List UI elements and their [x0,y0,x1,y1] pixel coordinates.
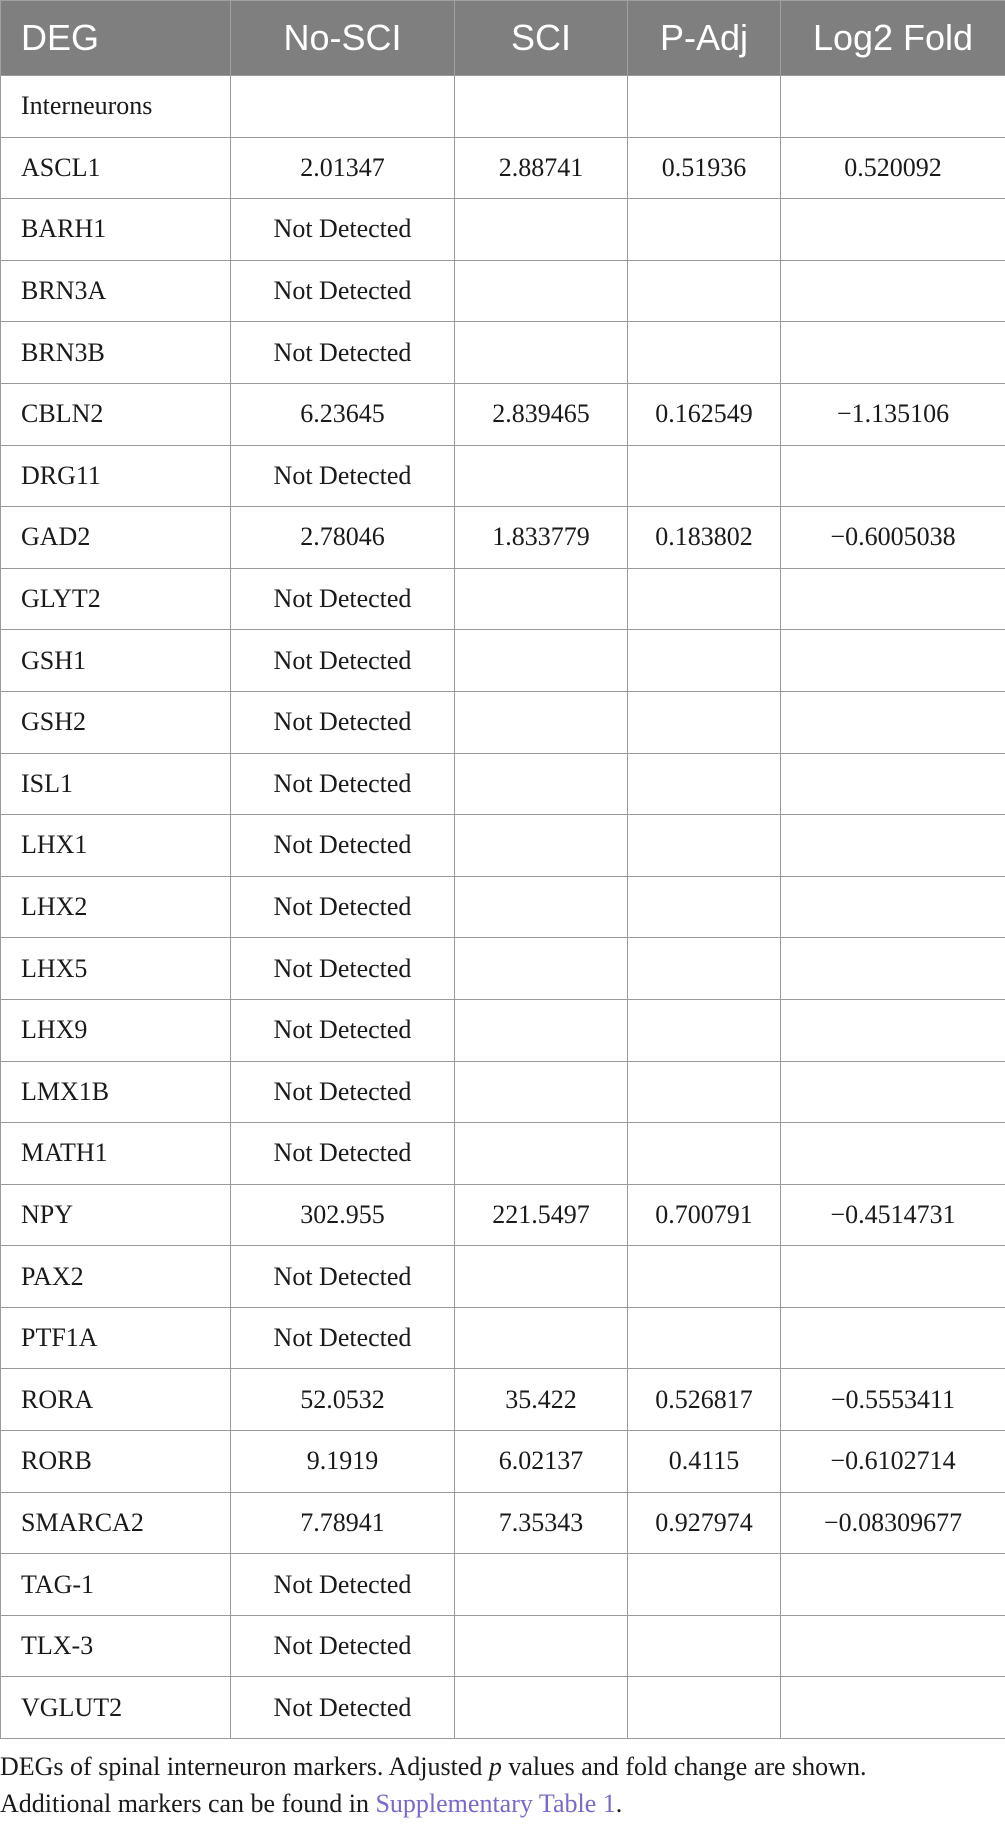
cell-log2-fold [781,691,1005,753]
cell-log2-fold [781,1307,1005,1369]
cell-sci [455,322,628,384]
cell-p-adj [628,445,781,507]
table-row [1,1184,1005,1246]
cell-deg: LHX5 [1,938,231,1000]
cell-deg: LHX1 [1,815,231,877]
cell-sci [455,1307,628,1369]
cell-sci [455,876,628,938]
cell-deg: LMX1B [1,1061,231,1123]
cell-deg: GSH2 [1,691,231,753]
cell-p-adj [628,630,781,692]
cell-p-adj [628,815,781,877]
table-caption [0,1748,1005,1822]
cell-no-sci: Not Detected [231,876,455,938]
cell-sci [455,445,628,507]
cell-log2-fold [781,753,1005,815]
table-row [1,630,1005,692]
cell-p-adj [628,1061,781,1123]
cell-sci [455,630,628,692]
cell-deg: ASCL1 [1,137,231,199]
cell-no-sci: Not Detected [231,1246,455,1308]
table-row [1,1431,1005,1493]
header-sci: SCI [455,1,628,76]
table-row [1,260,1005,322]
cell-deg: BARH1 [1,199,231,261]
cell-deg: PAX2 [1,1246,231,1308]
cell-sci [455,815,628,877]
cell-deg: GAD2 [1,507,231,569]
table-row [1,1615,1005,1677]
cell-deg: GLYT2 [1,568,231,630]
cell-sci [455,999,628,1061]
cell-p-adj: 0.162549 [628,383,781,445]
table-row [1,76,1005,138]
table-row [1,1554,1005,1616]
table-header-row [1,1,1005,76]
cell-log2-fold [781,76,1005,138]
cell-sci [455,568,628,630]
cell-log2-fold [781,1615,1005,1677]
table-row [1,1246,1005,1308]
header-p-adj: P-Adj [628,1,781,76]
cell-sci [455,1615,628,1677]
cell-no-sci: 7.78941 [231,1492,455,1554]
cell-deg: MATH1 [1,1123,231,1185]
cell-no-sci: Not Detected [231,199,455,261]
cell-log2-fold: −0.4514731 [781,1184,1005,1246]
cell-p-adj: 0.700791 [628,1184,781,1246]
table-row [1,1061,1005,1123]
cell-no-sci: Not Detected [231,1554,455,1616]
cell-no-sci: 302.955 [231,1184,455,1246]
table-row [1,322,1005,384]
table-row [1,938,1005,1000]
header-log2-fold: Log2 Fold [781,1,1005,76]
cell-sci [455,260,628,322]
cell-p-adj [628,76,781,138]
cell-log2-fold [781,1246,1005,1308]
cell-log2-fold: −0.6102714 [781,1431,1005,1493]
cell-no-sci: Not Detected [231,691,455,753]
cell-no-sci: Not Detected [231,260,455,322]
cell-log2-fold [781,1677,1005,1739]
table-row [1,199,1005,261]
cell-log2-fold [781,1123,1005,1185]
table-row [1,1677,1005,1739]
cell-no-sci: Not Detected [231,1677,455,1739]
cell-deg: TAG-1 [1,1554,231,1616]
table-row [1,507,1005,569]
cell-deg: PTF1A [1,1307,231,1369]
cell-log2-fold [781,568,1005,630]
cell-log2-fold: 0.520092 [781,137,1005,199]
cell-deg: Interneurons [1,76,231,138]
cell-log2-fold: −1.135106 [781,383,1005,445]
table-row [1,568,1005,630]
caption-text: values and fold change are shown. [501,1752,867,1781]
cell-no-sci: 52.0532 [231,1369,455,1431]
cell-deg: GSH1 [1,630,231,692]
cell-log2-fold [781,445,1005,507]
caption-text: DEGs of spinal interneuron markers. Adjusted [0,1752,489,1781]
caption-p-italic: p [488,1752,502,1781]
table-row [1,999,1005,1061]
table-row [1,137,1005,199]
cell-sci [455,691,628,753]
table-row [1,1307,1005,1369]
cell-p-adj [628,938,781,1000]
cell-p-adj [628,876,781,938]
header-no-sci: No-SCI [231,1,455,76]
cell-deg: LHX2 [1,876,231,938]
cell-log2-fold [781,876,1005,938]
cell-p-adj [628,1615,781,1677]
cell-p-adj [628,1554,781,1616]
caption-text: Additional markers can be found in [0,1789,376,1818]
cell-deg: CBLN2 [1,383,231,445]
cell-log2-fold: −0.5553411 [781,1369,1005,1431]
cell-no-sci: 6.23645 [231,383,455,445]
cell-no-sci: 2.78046 [231,507,455,569]
cell-no-sci: Not Detected [231,938,455,1000]
cell-log2-fold [781,1554,1005,1616]
cell-deg: LHX9 [1,999,231,1061]
cell-sci: 2.88741 [455,137,628,199]
cell-no-sci: Not Detected [231,1615,455,1677]
cell-p-adj [628,1307,781,1369]
cell-deg: NPY [1,1184,231,1246]
table-row [1,876,1005,938]
cell-p-adj: 0.526817 [628,1369,781,1431]
supplementary-table-link[interactable]: Supplementary Table 1 [375,1789,616,1818]
cell-log2-fold: −0.08309677 [781,1492,1005,1554]
cell-sci [455,753,628,815]
cell-log2-fold: −0.6005038 [781,507,1005,569]
cell-sci [455,76,628,138]
caption-text: . [615,1789,623,1818]
header-deg: DEG [1,1,231,76]
caption-line-2 [0,1785,1005,1822]
cell-p-adj: 0.4115 [628,1431,781,1493]
cell-p-adj: 0.927974 [628,1492,781,1554]
cell-deg: SMARCA2 [1,1492,231,1554]
cell-p-adj: 0.183802 [628,507,781,569]
cell-log2-fold [781,938,1005,1000]
cell-p-adj [628,260,781,322]
table-row [1,383,1005,445]
cell-deg: BRN3B [1,322,231,384]
cell-log2-fold [781,815,1005,877]
table-row [1,445,1005,507]
table-row [1,1492,1005,1554]
cell-p-adj [628,199,781,261]
cell-sci [455,1246,628,1308]
cell-sci: 7.35343 [455,1492,628,1554]
cell-no-sci: Not Detected [231,630,455,692]
cell-sci: 1.833779 [455,507,628,569]
cell-log2-fold [781,260,1005,322]
cell-sci [455,1554,628,1616]
cell-sci: 6.02137 [455,1431,628,1493]
caption-line-1 [0,1748,1005,1785]
cell-no-sci: Not Detected [231,1123,455,1185]
cell-no-sci: Not Detected [231,1307,455,1369]
cell-p-adj [628,322,781,384]
cell-deg: RORA [1,1369,231,1431]
cell-sci: 2.839465 [455,383,628,445]
cell-no-sci: Not Detected [231,568,455,630]
cell-p-adj [628,1677,781,1739]
cell-no-sci: Not Detected [231,445,455,507]
cell-log2-fold [781,999,1005,1061]
table-body [1,76,1005,1739]
cell-no-sci: Not Detected [231,1061,455,1123]
cell-log2-fold [781,1061,1005,1123]
table-row [1,691,1005,753]
cell-p-adj: 0.51936 [628,137,781,199]
cell-no-sci: Not Detected [231,999,455,1061]
table-row [1,753,1005,815]
cell-sci [455,1677,628,1739]
cell-sci: 221.5497 [455,1184,628,1246]
cell-deg: BRN3A [1,260,231,322]
cell-sci [455,1123,628,1185]
cell-p-adj [628,1246,781,1308]
cell-deg: ISL1 [1,753,231,815]
cell-log2-fold [781,199,1005,261]
cell-no-sci: 2.01347 [231,137,455,199]
cell-log2-fold [781,630,1005,692]
cell-no-sci: Not Detected [231,322,455,384]
cell-p-adj [628,568,781,630]
table-row [1,815,1005,877]
cell-p-adj [628,753,781,815]
cell-no-sci: Not Detected [231,753,455,815]
cell-p-adj [628,691,781,753]
cell-deg: VGLUT2 [1,1677,231,1739]
cell-no-sci [231,76,455,138]
cell-deg: TLX-3 [1,1615,231,1677]
cell-deg: DRG11 [1,445,231,507]
cell-sci [455,1061,628,1123]
cell-log2-fold [781,322,1005,384]
cell-sci [455,199,628,261]
cell-p-adj [628,999,781,1061]
cell-sci: 35.422 [455,1369,628,1431]
cell-no-sci: Not Detected [231,815,455,877]
cell-sci [455,938,628,1000]
cell-deg: RORB [1,1431,231,1493]
table-row [1,1123,1005,1185]
cell-no-sci: 9.1919 [231,1431,455,1493]
table-row [1,1369,1005,1431]
cell-p-adj [628,1123,781,1185]
